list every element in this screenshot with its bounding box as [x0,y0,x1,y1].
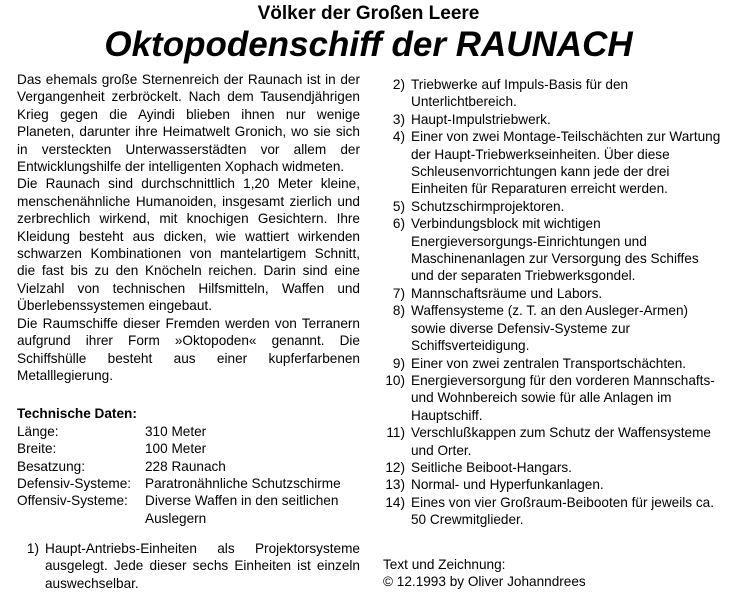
table-row [17,423,360,440]
intro-paragraph-appearance: Die Raunach sind durchschnittlich 1,20 Meter kleine, menschenähnliche Humanoiden, insgesamt zierlich und zerbrechlich wirkend, mit knochigen Gesichtern. Ihre Kleidung besteht aus dicken, wie wattiert wirkenden schwarzen Kombinationen von mantelartigem Schnitt, die fast bis zu den Knöcheln reichen. Darin sind eine Vielzahl von technischen Hilfsmitteln, Waffen und Überlebenssystemen eingebaut. [17,176,360,314]
list-item [383,302,723,354]
legend-text: Haupt-Antriebs-Einheiten als Projektorsysteme ausgelegt. Jede dieser sechs Einheiten ist einzeln auswechselbar. [45,541,360,591]
table-row [17,440,360,457]
left-column [17,71,360,527]
legend-text: Haupt-Impulstriebwerk. [411,111,551,127]
legend-text: Verbindungsblock mit wichtigen Energieversorgungs-Einrichtungen und Maschinenanlagen zur Versorgung des Schiffes und der separaten Triebwerksgondel. [411,216,699,284]
list-item [383,76,723,111]
legend-text: Mannschaftsräume und Labors. [411,285,603,301]
legend-number: 3) [392,111,405,127]
table-row [17,458,360,475]
copyright-line: © 12.1993 by Oliver Johanndrees [383,574,586,590]
legend-number: 7) [392,285,405,301]
legend-text: Verschlußkappen zum Schutz der Waffensysteme und Orter. [411,425,711,458]
legend-text: Schutzschirmprojektoren. [411,198,565,214]
legend-number: 13) [385,477,405,493]
legend-number: 12) [385,459,405,475]
list-item [17,540,360,592]
list-item [383,476,723,493]
list-item [383,372,723,424]
legend-text: Normal- und Hyperfunkanlagen. [411,477,604,493]
list-item [383,494,723,529]
legend-number: 5) [392,198,405,214]
list-item [383,285,723,302]
tech-value: Diverse Waffen in den seitlichen Auslegern [145,493,339,526]
intro-paragraph-history: Das ehemals große Sternenreich der Raunach ist in der Vergangenheit zerbröckelt. Nach dem Tausendjährigen Krieg gegen die Ayindi blieben ihnen nur wenige Planeten, darunter ihre Heimatwelt Gronich, wo sie sich in versteckten Unterwasserstädten vor allem der Entwicklungshilfe der intelligenten Xophach widmeten. [17,72,360,175]
legend-number: 2) [392,77,405,92]
legend-number: 4) [392,129,405,145]
legend-text: Einer von zwei zentralen Transportschächten. [411,355,687,371]
legend-list [383,76,723,529]
legend-number: 8) [392,303,405,319]
legend-text: Triebwerke auf Impuls-Basis für den Unterlichtbereich. [411,77,629,110]
legend-number: 10) [385,372,405,388]
list-item [383,198,723,215]
tech-label: Länge: [17,423,59,439]
legend-text: Waffensysteme (z. T. an den Ausleger-Armen) sowie diverse Defensiv-Systeme zur Schiffsverteidigung. [411,303,689,354]
table-row [17,492,360,527]
tech-value: 100 Meter [145,441,207,457]
list-item [383,111,723,128]
legend-number: 1) [26,541,39,556]
list-item [383,355,723,372]
table-row [17,475,360,492]
list-item [383,128,723,198]
legend-text: Energieversorgung für den vorderen Mannschafts- und Wohnbereich sowie für alle Anlagen im Hauptschiff. [411,372,715,423]
tech-label: Offensiv-Systeme: [17,493,128,509]
legend-number: 14) [385,494,405,510]
list-item [383,215,723,285]
intro-paragraph-ships: Die Raumschiffe dieser Fremden werden von Terranern aufgrund ihrer Form »Oktopoden« genannt. Die Schiffshülle besteht aus einer kupferfarbenen Metalllegierung. [17,315,360,383]
legend-number: 11) [386,425,405,441]
technical-data-heading: Technische Daten: [17,406,137,422]
legend-number: 6) [392,216,405,232]
list-item [383,459,723,476]
credits-label: Text und Zeichnung: [383,557,506,572]
tech-value: 310 Meter [145,423,207,439]
technical-data-table [17,423,360,527]
credits [383,556,586,591]
tech-value: 228 Raunach [145,458,226,474]
supertitle: Völker der Großen Leere [257,3,480,24]
legend-item-1 [17,540,360,592]
right-column [383,76,723,529]
tech-label: Defensiv-Systeme: [17,475,132,491]
legend-text: Seitliche Beiboot-Hangars. [411,459,572,475]
page-title: Oktopodenschiff der RAUNACH [104,25,633,64]
legend-text: Einer von zwei Montage-Teilschächten zur Wartung der Haupt-Triebwerkseinheiten. Über diese Schleusenvorrichtungen kann jede der drei Einheiten für Reparaturen erreicht werden. [411,129,721,197]
list-item [383,424,723,459]
tech-value: Paratronähnliche Schutzschirme [145,475,341,491]
tech-label: Besatzung: [17,458,86,474]
legend-text: Eines von vier Großraum-Beibooten für jeweils ca. 50 Crewmitglieder. [411,494,714,528]
tech-label: Breite: [17,441,57,457]
legend-number: 9) [392,355,405,371]
